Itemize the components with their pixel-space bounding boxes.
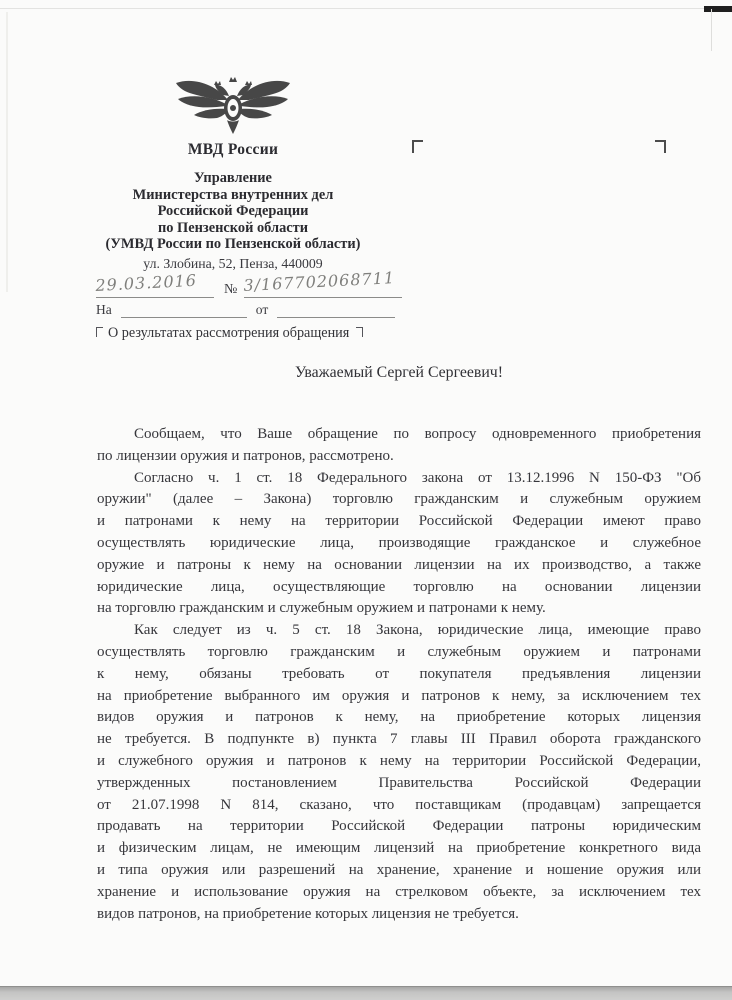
org-name-line: по Пензенской области: [157, 219, 309, 236]
subject-corner-bracket-left: [96, 327, 103, 337]
in-reply-label: На: [96, 302, 112, 317]
org-name-line: Управление: [194, 170, 272, 186]
body-line: на торговлю гражданским и служебным оружием и патронами к нему.: [97, 600, 546, 617]
body-line: от 21.07.1998 N 814, сказано, что поставщикам (продавцам) запрещается: [97, 796, 701, 813]
org-postal-address: ул. Злобина, 52, Пенза, 440009: [143, 256, 323, 271]
body-line: и служебного оружия и патронов к нему на территории Российской Федерации,: [97, 752, 701, 769]
salutation: Уважаемый Сергей Сергеевич!: [295, 364, 503, 381]
body-line: продавать на территории Российской Федерации патроны юридическим: [97, 818, 701, 835]
body-line: на приобретение выбранного им оружия и патронов к нему, за исключением тех: [97, 687, 701, 704]
subject-corner-bracket-right: [356, 327, 363, 337]
outgoing-date-field: [94, 270, 214, 298]
body-line: утвержденных постановлением Правительства Российской Федерации: [97, 774, 701, 791]
body-line: осуществлять торговлю гражданским и служебным оружием и патронами: [97, 643, 701, 660]
body-line: оружие и патроны к нему на основании лицензии на их производство, а также: [97, 556, 701, 573]
date-number-row: [94, 268, 408, 298]
org-name-line: Министерства внутренних дел: [132, 186, 334, 203]
reference-block: [94, 268, 408, 342]
scan-edge-line: [711, 9, 712, 51]
handwritten-date: 29.03.2016: [94, 270, 198, 296]
body-line: и физическим лицам, не имеющим лицензий на приобретение конкретного вида: [97, 840, 701, 857]
letterhead-org-block: [83, 141, 383, 253]
mvd-double-headed-eagle-icon: [171, 74, 295, 138]
in-reply-row: [96, 300, 408, 318]
in-reply-blank-field: [121, 303, 247, 318]
body-line: по лицензии оружия и патронов, рассмотрено.: [97, 447, 394, 464]
scan-corner-mark: [704, 6, 732, 12]
scan-edge-line: [0, 8, 732, 9]
scan-edge-smudge: [6, 12, 8, 292]
body-line: видов оружия и патронов к нему, на приобретение которых лицензия: [97, 709, 701, 726]
body-line: оружии" (далее – Закона) торговлю гражданским и служебным оружием: [97, 491, 701, 508]
from-blank-field: [277, 303, 395, 318]
body-line: и патронами к нему на территории Российской Федерации имеют право: [97, 513, 701, 530]
body-line: хранение и использование оружия на стрелковом объекте, за исключением тех: [97, 883, 701, 900]
body-line: Как следует из ч. 5 ст. 18 Закона, юридические лица, имеющие право: [134, 622, 701, 639]
scan-bottom-band: [0, 986, 732, 1000]
subject-row: [96, 325, 408, 342]
number-sign-label: №: [224, 282, 238, 297]
addressee-corner-bracket-right: [655, 140, 666, 153]
body-line: и типа оружия или разрешений на хранение, хранение и ношение оружия или: [97, 861, 701, 878]
handwritten-number: 3/167702068711: [243, 268, 396, 296]
addressee-corner-bracket-left: [412, 140, 423, 153]
letter-body: [97, 424, 701, 925]
body-line: к нему, обязаны требовать от покупателя предъявления лицензии: [97, 665, 701, 682]
outgoing-number-field: [243, 268, 402, 298]
body-line: не требуется. В подпункте в) пункта 7 главы III Правил оборота гражданского: [97, 731, 701, 748]
from-label: от: [255, 302, 269, 317]
org-name-top: МВД России: [187, 141, 279, 158]
body-line: Сообщаем, что Ваше обращение по вопросу одновременного приобретения: [134, 426, 701, 442]
org-name-line: (УМВД России по Пензенской области): [105, 236, 361, 253]
subject-text: О результатах рассмотрения обращения: [108, 325, 350, 341]
body-line: юридические лица, осуществляющие торговлю на основании лицензии: [97, 578, 701, 595]
org-name-line: Российской Федерации: [157, 203, 309, 220]
body-line: осуществлять юридические лица, производящие гражданское и служебное: [97, 534, 701, 551]
body-line: Согласно ч. 1 ст. 18 Федерального закона от 13.12.1996 N 150-ФЗ "Об: [134, 469, 701, 486]
body-line: видов патронов, на приобретение которых лицензия не требуется.: [97, 905, 519, 922]
